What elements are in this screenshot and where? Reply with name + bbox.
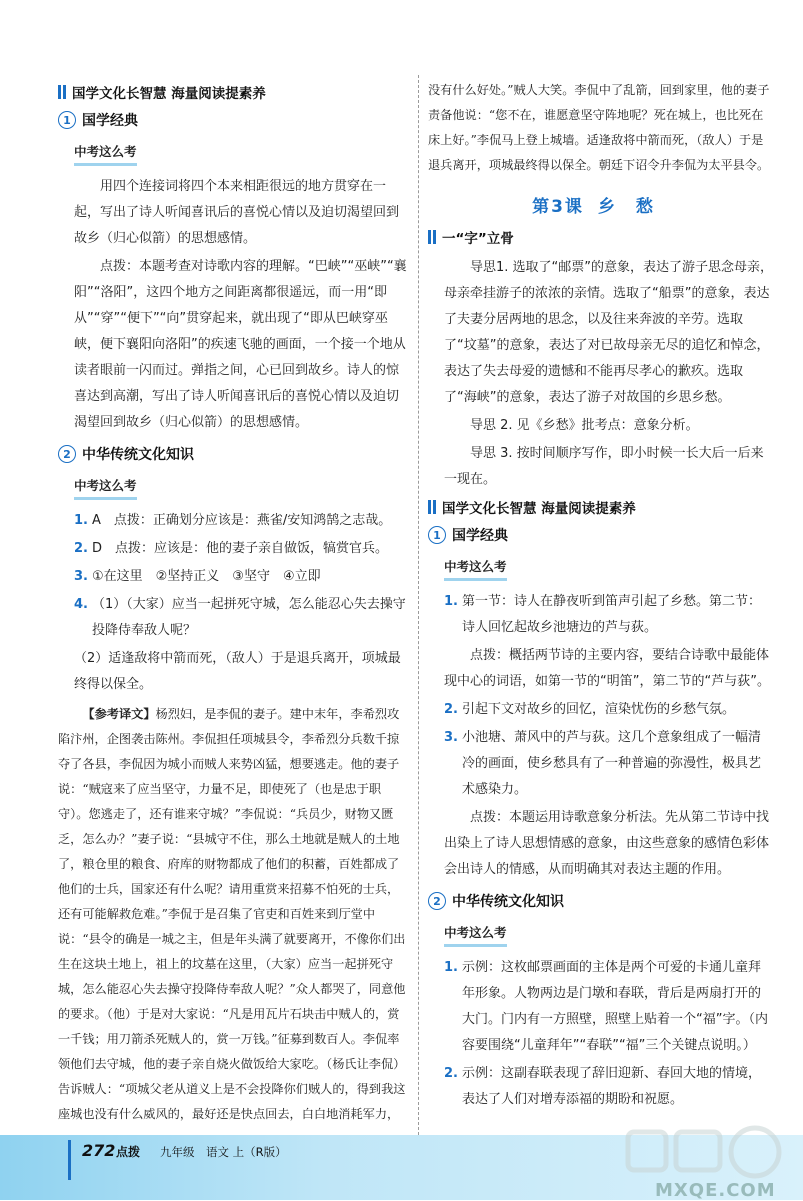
subsection-guoxue	[428, 525, 773, 545]
list-item	[444, 1061, 773, 1113]
watermark-text: MXQE.COM	[655, 1180, 776, 1201]
section-header-text: 国学文化长智慧 海量阅读提素养	[442, 501, 636, 517]
translation-text: 杨烈妇，是李侃的妻子。建中末年，李希烈攻陷汴州，企图袭击陈州。李侃担任项城县令，李希烈分兵数千掠夺了各县，李侃因为城小而贼人来势凶猛，想要逃走。他的妻子说：“贼寇来了应当坚守，力量不足，即使死了（也是忠于职守）。您逃走了，还有谁来守城？”李侃说：“兵员少，财物又匮乏，怎么办？”妻子说：“县城守不住，那么土地就是贼人的土地了，粮仓里的粮食、府库的财物都成了他们的积蓄，百姓都成了他们的士兵，国家还有什么呢？请用重赏来招募不怕死的士兵，还有可能解救危难。”李侃于是召集了官吏和百姓来到厅堂中说：“县令的确是一城之主，但是年头满了就要离开，不像你们出生在这块土地上，祖上的坟墓在这里，（大家）应当一起拼死守城，怎么能忍心失去操守投降侍奉敌人呢？”众人都哭了，同意他的要求。（他）于是对大家说：“凡是用瓦片石块击中贼人的，赏一千钱；用刀箭杀死贼人的，赏一万钱。”征募到数百人。李侃率领他们去守城，他的妻子亲自烧火做饭给大家吃。（杨氏让李侃）告诉贼人：“项城父老从道义上是不会投降你们贼人的，得到我这座城也没有什么威风的，最好还是快点回去，白白地消耗军力，	[58, 707, 406, 1121]
dianbo-paragraph: 点拨：概括两节诗的主要内容，要结合诗歌中最能体现中心的词语，如第一节的“明笛”，第二节的“芦与荻”。	[444, 648, 770, 689]
grade-label: 九年级 语文 上（R版）	[160, 1145, 287, 1159]
subsection-title: 国学经典	[82, 113, 138, 129]
translation-label: 【参考译文】	[82, 707, 156, 721]
section-bars-icon	[58, 85, 66, 99]
item-number: 1.	[444, 960, 458, 975]
daosi-paragraph: 导思1. 选取了“邮票”的意象，表达了游子思念母亲，母亲牵挂游子的浓浓的亲情。选取了“船票”的意象，表达了夫妻分居两地的思念，以及往来奔波的辛劳。选取了“坟墓”的意象，表达了对已故母亲无尽的追忆和悼念，表达了失去母爱的遗憾和不能再尽孝心的歉疚。选取了“海峡”的意象，表达了游子对故国的乡思乡愁。	[444, 260, 774, 405]
list-item	[74, 536, 410, 562]
translation-continued: 没有什么好处。”贼人大笑。李侃中了乱箭，回到家里，他的妻子责备他说：“您不在，谁愿意坚守阵地呢？死在城上，也比死在床上好。”李侃马上登上城墙。适逢敌将中箭而死，（敌人）于是退兵离开，项城最终得以保全。朝廷下诏令升李侃为太平县令。	[428, 83, 770, 172]
list-item	[444, 589, 773, 641]
item-text: D 点拨：应该是：他的妻子亲自做饭，犒赏官兵。	[92, 541, 389, 556]
item-number: 2.	[74, 541, 88, 556]
item-number: 3.	[444, 730, 458, 745]
subsection-chuantong	[428, 891, 773, 911]
item-text: 引起下文对故乡的回忆，渲染忧伤的乡愁气氛。	[462, 702, 736, 717]
item-number: 4.	[74, 597, 88, 612]
lesson-name: 乡 愁	[597, 197, 655, 217]
left-column	[58, 78, 410, 1127]
kao-label: 中考这么考	[74, 142, 137, 166]
brand-name: 点拨	[116, 1145, 141, 1159]
kao-label: 中考这么考	[444, 557, 507, 581]
subsection-guoxue	[58, 110, 410, 130]
lesson-title	[428, 192, 773, 217]
dianbo-paragraph: 点拨：本题考查对诗歌内容的理解。“巴峡”“巫峡”“襄阳”“洛阳”，这四个地方之间距离都很遥远，而一用“即从”“穿”“便下”“向”贯穿起来，就出现了“即从巴峡穿巫峡，便下襄阳向洛阳”的疾速飞驰的画面，一个接一个地从读者眼前一闪而过。弹指之间，心已回到故乡。诗人的惊喜达到高潮，写出了诗人听闻喜讯后的喜悦心情以及迫切渴望回到故乡（归心似箭）的思想感情。	[74, 259, 407, 430]
subsection-title: 中华传统文化知识	[452, 894, 564, 910]
item-text: 小池塘、萧风中的芦与荻。这几个意象组成了一幅清冷的画面，使乡愁具有了一种普遍的弥漫性，极具艺术感染力。	[462, 730, 762, 797]
section-bars-icon	[428, 500, 436, 514]
list-item	[444, 955, 773, 1059]
section-header-text: 一“字”立骨	[442, 231, 514, 247]
section-bars-icon	[428, 230, 436, 244]
circle-number-icon: 1	[428, 526, 446, 544]
footer-accent-bar	[68, 1140, 71, 1180]
circle-number-icon: 1	[58, 111, 76, 129]
reference-translation	[58, 702, 410, 1127]
column-divider	[418, 75, 419, 1135]
list-item	[444, 697, 773, 723]
circle-number-icon: 2	[58, 445, 76, 463]
answer-paragraph: 用四个连接词将四个本来相距很远的地方贯穿在一起，写出了诗人听闻喜讯后的喜悦心情以及迫切渴望回到故乡（归心似箭）的思想感情。	[74, 179, 400, 246]
list-item	[444, 725, 773, 803]
item-text: A 点拨：正确划分应该是：燕雀/安知鸿鹄之志哉。	[92, 513, 392, 528]
dianbo-paragraph: 点拨：本题运用诗歌意象分析法。先从第二节诗中找出染上了诗人思想情感的意象，由这些意象的感情色彩体会出诗人的情感，从而明确其对表达主题的作用。	[444, 810, 770, 877]
section-header	[428, 227, 773, 247]
list-item	[74, 564, 410, 590]
item-continuation: （2）适逢敌将中箭而死，（敌人）于是退兵离开，项城最终得以保全。	[74, 651, 401, 692]
section-header	[58, 82, 410, 102]
list-item	[74, 508, 410, 534]
page-number: 272	[82, 1141, 116, 1160]
kao-label: 中考这么考	[74, 476, 137, 500]
item-text: 第一节：诗人在静夜听到笛声引起了乡愁。第二节：诗人回忆起故乡池塘边的芦与荻。	[462, 594, 762, 635]
item-number: 3.	[74, 569, 88, 584]
item-text: 示例：这副春联表现了辞旧迎新、春回大地的情境，表达了人们对增寿添福的期盼和祝愿。	[462, 1066, 762, 1107]
item-text: ①在这里 ②坚持正义 ③坚守 ④立即	[92, 569, 321, 584]
item-number: 2.	[444, 1066, 458, 1081]
item-number: 1.	[74, 513, 88, 528]
lesson-label: 第3课	[532, 197, 584, 217]
subsection-title: 中华传统文化知识	[82, 447, 194, 463]
item-text: （1）（大家）应当一起拼死守城，怎么能忍心失去操守投降侍奉敌人呢？	[92, 597, 406, 638]
kao-label: 中考这么考	[444, 923, 507, 947]
subsection-chuantong	[58, 444, 410, 464]
item-text: 示例：这枚邮票画面的主体是两个可爱的卡通儿童拜年形象。人物两边是门墩和春联，背后是两扇打开的大门。门内有一方照壁，照壁上贴着一个“福”字。（内容要围绕“儿童拜年”“春联”“福”三个关键点说明。）	[462, 960, 768, 1053]
item-number: 1.	[444, 594, 458, 609]
section-header	[428, 497, 773, 517]
right-column	[428, 78, 773, 1115]
item-number: 2.	[444, 702, 458, 717]
list-item	[74, 592, 410, 644]
section-header-text: 国学文化长智慧 海量阅读提素养	[72, 86, 266, 102]
daosi-paragraph: 导思 2. 见《乡愁》批考点：意象分析。	[470, 418, 699, 433]
circle-number-icon: 2	[428, 892, 446, 910]
subsection-title: 国学经典	[452, 528, 508, 544]
daosi-paragraph: 导思 3. 按时间顺序写作，即小时候一长大后一后来一现在。	[444, 446, 764, 487]
